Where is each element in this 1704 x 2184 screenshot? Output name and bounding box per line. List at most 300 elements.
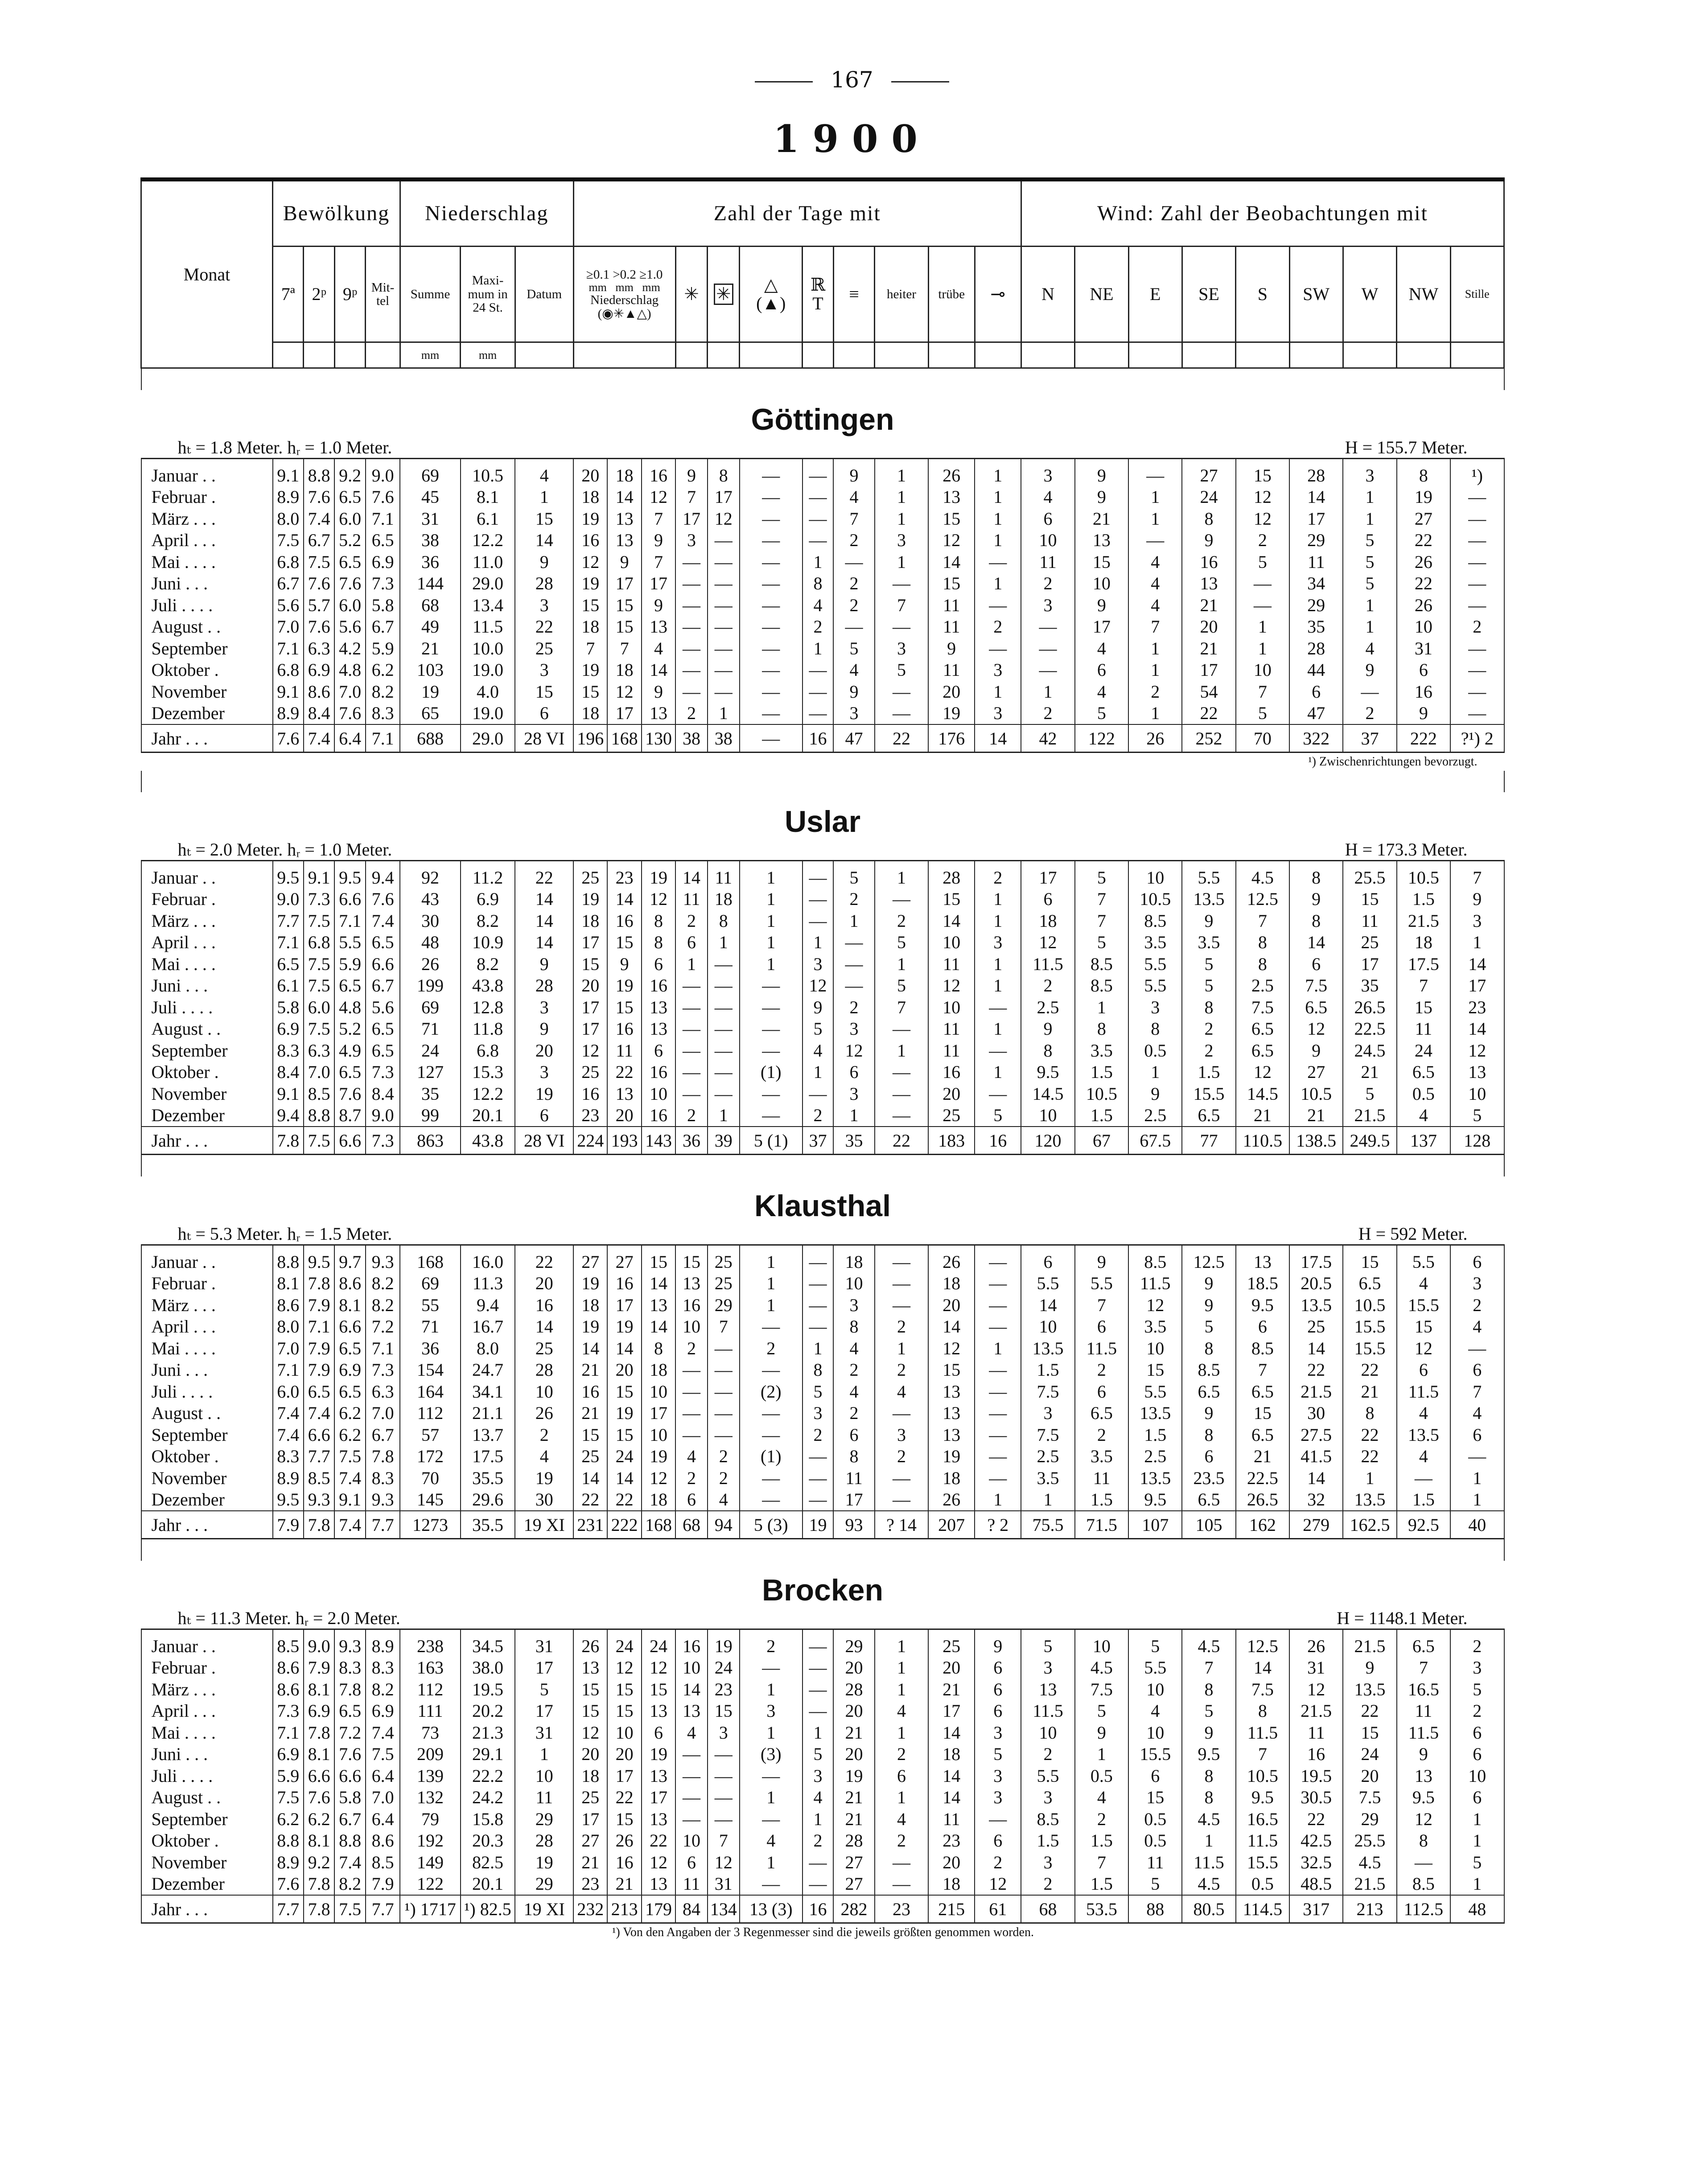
table-cell: 6.0 <box>304 996 334 1018</box>
table-cell: 6.5 <box>334 975 365 997</box>
table-cell: 30 <box>400 910 460 932</box>
table-cell: 14 <box>1289 1337 1343 1359</box>
table-cell: 6.7 <box>366 975 400 997</box>
month-cell: Juni . . . <box>141 1744 273 1765</box>
table-cell: 14 <box>607 1467 641 1489</box>
month-cell: November <box>141 681 273 703</box>
table-cell: 24 <box>607 1629 641 1657</box>
table-cell: 4.5 <box>1075 1657 1128 1679</box>
table-cell: 7.5 <box>1236 996 1289 1018</box>
table-cell: — <box>975 638 1021 659</box>
table-cell: — <box>1397 1851 1450 1873</box>
table-cell: 20 <box>928 1851 975 1873</box>
table-cell: 8 <box>1397 459 1450 486</box>
table-cell: — <box>875 1489 928 1511</box>
table-cell: 18 <box>573 616 607 638</box>
table-cell: 17.5 <box>1397 953 1450 975</box>
table-cell: 2 <box>1182 1040 1235 1061</box>
table-cell: 8.8 <box>304 459 334 486</box>
table-cell: 26 <box>515 1403 573 1424</box>
table-cell: 9 <box>1075 459 1128 486</box>
col-wind-sw: SW <box>1289 247 1343 342</box>
table-cell: — <box>875 1018 928 1040</box>
table-cell: 2 <box>708 1446 740 1468</box>
table-cell: 7.5 <box>334 1446 365 1468</box>
month-cell: Juli . . . . <box>141 1765 273 1787</box>
month-cell: April . . . <box>141 1316 273 1338</box>
table-cell: — <box>708 638 740 659</box>
jahr-cell: 193 <box>607 1127 641 1155</box>
table-row <box>141 1678 1504 1700</box>
table-cell: 19 <box>515 1851 573 1873</box>
table-cell: 1 <box>740 1273 803 1295</box>
table-cell: 70 <box>400 1467 460 1489</box>
table-cell: 8 <box>1182 996 1235 1018</box>
table-cell: 4 <box>1075 638 1128 659</box>
table-cell: 26 <box>607 1830 641 1852</box>
table-cell: 15 <box>573 594 607 616</box>
table-cell: 7.6 <box>366 888 400 910</box>
jahr-cell: 23 <box>875 1895 928 1923</box>
table-cell: 8.1 <box>461 486 515 508</box>
jahr-cell: 282 <box>833 1895 875 1923</box>
jahr-cell: 7.7 <box>366 1895 400 1923</box>
month-cell: November <box>141 1467 273 1489</box>
table-cell: 7.0 <box>273 1337 304 1359</box>
jahr-cell: 322 <box>1289 724 1343 753</box>
table-cell: 1 <box>1343 508 1396 530</box>
table-cell: 22 <box>1343 1700 1396 1722</box>
table-row <box>141 573 1504 595</box>
table-cell: 8.9 <box>273 1851 304 1873</box>
table-cell: 1 <box>740 888 803 910</box>
table-cell: 1 <box>740 1245 803 1273</box>
table-cell: 7.4 <box>304 1403 334 1424</box>
table-cell: 14 <box>928 1787 975 1809</box>
table-cell: 4.5 <box>1182 1629 1235 1657</box>
table-cell: 18 <box>928 1467 975 1489</box>
table-cell: 6 <box>675 932 708 954</box>
table-cell: 10 <box>515 1381 573 1403</box>
jahr-cell: 22 <box>875 724 928 753</box>
table-cell: 16 <box>573 530 607 551</box>
jahr-row <box>141 1895 1504 1923</box>
table-cell: 2 <box>740 1629 803 1657</box>
table-cell: 11 <box>928 594 975 616</box>
table-cell: 9 <box>1021 1018 1074 1040</box>
jahr-cell: 19 XI <box>515 1895 573 1923</box>
table-cell: — <box>708 975 740 997</box>
table-cell: 26 <box>928 459 975 486</box>
table-cell: 7 <box>1128 616 1182 638</box>
table-cell: 36 <box>400 551 460 573</box>
table-cell: 7 <box>833 508 875 530</box>
jahr-cell: 7.9 <box>273 1511 304 1539</box>
table-cell: 7.2 <box>334 1722 365 1744</box>
table-cell: 16 <box>642 1105 675 1127</box>
table-cell: 10 <box>1128 1678 1182 1700</box>
table-cell: 1 <box>875 1722 928 1744</box>
table-cell: 8 <box>1182 1678 1235 1700</box>
jahr-cell: ¹) 1717 <box>400 1895 460 1923</box>
table-cell: 1 <box>975 1337 1021 1359</box>
unit-maximum: mm <box>461 342 515 368</box>
table-cell: 6.5 <box>1289 996 1343 1018</box>
table-cell: 1 <box>803 1337 833 1359</box>
table-cell: 6.9 <box>273 1744 304 1765</box>
table-cell: 6.9 <box>273 1018 304 1040</box>
table-cell: 5.6 <box>366 996 400 1018</box>
table-cell: 9.5 <box>1182 1744 1235 1765</box>
table-cell: 29 <box>833 1629 875 1657</box>
table-cell: 21 <box>400 638 460 659</box>
table-cell: 15 <box>607 932 641 954</box>
table-cell: 1 <box>675 953 708 975</box>
table-cell: 12 <box>1236 508 1289 530</box>
table-cell: — <box>708 681 740 703</box>
month-cell: August . . <box>141 1018 273 1040</box>
table-cell: 7.8 <box>304 1722 334 1744</box>
table-cell: 3 <box>975 703 1021 725</box>
table-cell: 7.5 <box>1236 1678 1289 1700</box>
table-cell: 20.5 <box>1289 1273 1343 1295</box>
table-cell: 17 <box>607 573 641 595</box>
table-cell: 17 <box>1182 659 1235 681</box>
table-cell: 7.0 <box>334 681 365 703</box>
table-cell: 5.5 <box>1075 1273 1128 1295</box>
table-cell: 9 <box>1182 530 1235 551</box>
table-cell: 3 <box>1450 1657 1504 1679</box>
table-cell: 103 <box>400 659 460 681</box>
table-cell: 209 <box>400 1744 460 1765</box>
table-cell: 6 <box>1450 1787 1504 1809</box>
table-cell: — <box>740 703 803 725</box>
jahr-label: Jahr . . . <box>141 1895 273 1923</box>
table-cell: 25 <box>573 1787 607 1809</box>
table-cell: 17 <box>573 932 607 954</box>
table-row <box>141 1040 1504 1061</box>
table-cell: 9.5 <box>1236 1294 1289 1316</box>
table-cell: 6.5 <box>366 530 400 551</box>
table-cell: 1 <box>975 508 1021 530</box>
table-cell: 29 <box>1289 530 1343 551</box>
table-cell: 9 <box>833 459 875 486</box>
table-cell: — <box>740 1359 803 1381</box>
month-cell: Mai . . . . <box>141 1722 273 1744</box>
table-cell: 9 <box>607 551 641 573</box>
table-cell: 8.6 <box>273 1294 304 1316</box>
table-cell: 31 <box>1289 1657 1343 1679</box>
table-cell: 14 <box>928 910 975 932</box>
table-cell: 1 <box>975 910 1021 932</box>
table-cell: 8.6 <box>273 1678 304 1700</box>
jahr-cell: 14 <box>975 724 1021 753</box>
table-cell: — <box>675 594 708 616</box>
table-cell: 15.5 <box>1397 1294 1450 1316</box>
table-cell: — <box>803 910 833 932</box>
table-cell: 9.1 <box>304 861 334 888</box>
jahr-cell: 37 <box>1343 724 1396 753</box>
jahr-row <box>141 724 1504 753</box>
table-cell: — <box>975 1467 1021 1489</box>
table-cell: — <box>875 1273 928 1295</box>
table-cell: 8 <box>1289 910 1343 932</box>
table-cell: 28 <box>515 573 573 595</box>
table-cell: 8.3 <box>366 1657 400 1679</box>
table-cell: 7.8 <box>334 1678 365 1700</box>
jahr-cell: 232 <box>573 1895 607 1923</box>
table-cell: — <box>740 1040 803 1061</box>
table-cell: 38.0 <box>461 1657 515 1679</box>
table-cell: — <box>740 530 803 551</box>
table-cell: 24 <box>1343 1744 1396 1765</box>
table-cell: 8.0 <box>273 508 304 530</box>
table-cell: 5.8 <box>366 594 400 616</box>
table-cell: 2 <box>833 888 875 910</box>
table-cell: — <box>803 1657 833 1679</box>
table-cell: — <box>975 594 1021 616</box>
table-cell: 9.2 <box>304 1851 334 1873</box>
table-cell: 26 <box>1289 1629 1343 1657</box>
table-cell: 17 <box>833 1489 875 1511</box>
table-cell: 163 <box>400 1657 460 1679</box>
table-cell: 7 <box>1236 910 1289 932</box>
table-cell: 1 <box>975 1018 1021 1040</box>
table-cell: 7.9 <box>304 1337 334 1359</box>
table-cell: 11 <box>675 888 708 910</box>
table-cell: 3 <box>803 1765 833 1787</box>
table-cell: 13.5 <box>1343 1678 1396 1700</box>
table-cell: — <box>833 932 875 954</box>
table-cell: — <box>708 1744 740 1765</box>
table-cell: 1 <box>833 1105 875 1127</box>
table-cell: 12 <box>1450 1040 1504 1061</box>
table-cell: 9.3 <box>366 1245 400 1273</box>
jahr-cell: 67.5 <box>1128 1127 1182 1155</box>
table-cell: 154 <box>400 1359 460 1381</box>
table-cell: — <box>708 1040 740 1061</box>
table-cell: 15 <box>642 1245 675 1273</box>
jahr-cell: 7.7 <box>366 1511 400 1539</box>
col-ge10: ≥1.0 <box>639 267 663 282</box>
storm-icon: ⊸ <box>975 247 1021 342</box>
table-cell: — <box>975 1040 1021 1061</box>
jahr-cell: 61 <box>975 1895 1021 1923</box>
month-cell: April . . . <box>141 1700 273 1722</box>
table-cell: 6.5 <box>1236 1040 1289 1061</box>
table-cell: 57 <box>400 1424 460 1446</box>
table-cell: 12 <box>607 1657 641 1679</box>
table-cell: — <box>875 1083 928 1105</box>
table-cell: 22 <box>573 1489 607 1511</box>
table-cell: 20 <box>928 1294 975 1316</box>
jahr-cell: 1273 <box>400 1511 460 1539</box>
month-cell: März . . . <box>141 1678 273 1700</box>
table-cell: 4.5 <box>1182 1873 1235 1896</box>
jahr-row <box>141 1511 1504 1539</box>
jahr-cell: 317 <box>1289 1895 1343 1923</box>
table-cell: 1 <box>740 1851 803 1873</box>
table-cell: 1 <box>1021 1489 1074 1511</box>
table-cell: 1 <box>1182 1830 1235 1852</box>
table-cell: 7.5 <box>273 1787 304 1809</box>
table-cell: 168 <box>400 1245 460 1273</box>
table-cell: 13 <box>642 1018 675 1040</box>
jahr-cell: 5 (1) <box>740 1127 803 1155</box>
table-cell: 4 <box>1397 1273 1450 1295</box>
table-cell: 6.6 <box>334 1765 365 1787</box>
table-cell: 15 <box>515 508 573 530</box>
table-cell: 31 <box>1397 638 1450 659</box>
table-cell: 12.2 <box>461 1083 515 1105</box>
table-cell: 13 <box>642 1765 675 1787</box>
table-cell: 2 <box>1021 703 1074 725</box>
table-cell: 1 <box>1343 616 1396 638</box>
table-cell: 8.4 <box>273 1061 304 1083</box>
table-cell: 21 <box>1236 1446 1289 1468</box>
table-cell: 3 <box>1128 996 1182 1018</box>
table-cell: 6.3 <box>366 1381 400 1403</box>
table-cell: 12 <box>1289 1678 1343 1700</box>
table-cell: 5 <box>803 1744 833 1765</box>
jahr-cell: ?¹) 2 <box>1450 724 1504 753</box>
table-cell: 7 <box>1450 861 1504 888</box>
table-cell: 15 <box>573 1424 607 1446</box>
jahr-cell: 222 <box>1397 724 1450 753</box>
table-cell: 192 <box>400 1830 460 1852</box>
table-cell: 20 <box>833 1700 875 1722</box>
jahr-cell: 279 <box>1289 1511 1343 1539</box>
table-cell: 19 <box>573 1316 607 1338</box>
table-cell: 5 <box>875 659 928 681</box>
jahr-cell: 68 <box>1021 1895 1074 1923</box>
table-cell: 5 <box>1343 573 1396 595</box>
table-row <box>141 1381 1504 1403</box>
table-cell: — <box>803 508 833 530</box>
table-cell: 10 <box>515 1765 573 1787</box>
table-cell: 7.6 <box>304 616 334 638</box>
year-title: 1900 <box>773 117 931 161</box>
table-cell: 17 <box>573 996 607 1018</box>
table-cell: 1 <box>740 1722 803 1744</box>
table-cell: 10 <box>642 1424 675 1446</box>
table-cell: 132 <box>400 1787 460 1809</box>
table-cell: 6.6 <box>304 1424 334 1446</box>
page-number: 167 <box>0 67 1704 93</box>
table-cell: 7.6 <box>334 1744 365 1765</box>
jahr-cell: 213 <box>1343 1895 1396 1923</box>
table-cell: 3 <box>515 996 573 1018</box>
table-cell: — <box>740 975 803 997</box>
table-cell: — <box>1450 573 1504 595</box>
table-cell: 8.2 <box>366 1273 400 1295</box>
table-cell: — <box>803 1467 833 1489</box>
table-cell: 17 <box>708 486 740 508</box>
jahr-cell: 5 (3) <box>740 1511 803 1539</box>
table-cell: 9.5 <box>273 1489 304 1511</box>
table-cell: 8.0 <box>273 1316 304 1338</box>
table-cell: 13 <box>1236 1245 1289 1273</box>
table-cell: 5 <box>875 975 928 997</box>
table-cell: 2 <box>833 1359 875 1381</box>
table-cell: 7.4 <box>304 508 334 530</box>
table-cell: 1 <box>803 932 833 954</box>
table-cell: 7.6 <box>334 703 365 725</box>
table-cell: 6 <box>975 1657 1021 1679</box>
graupel-icon <box>708 247 740 342</box>
table-cell: — <box>708 1083 740 1105</box>
table-cell: 25 <box>708 1245 740 1273</box>
table-cell: 20 <box>607 1359 641 1381</box>
niederschlag-header: Niederschlag <box>400 180 573 247</box>
jahr-cell: 120 <box>1021 1127 1074 1155</box>
table-cell: 111 <box>400 1700 460 1722</box>
table-cell: 28 <box>515 1830 573 1852</box>
table-cell: 6.6 <box>366 953 400 975</box>
table-cell: 9 <box>1075 1722 1128 1744</box>
table-cell: 6 <box>1450 1722 1504 1744</box>
table-cell: 5 <box>1128 1873 1182 1896</box>
table-cell: 8.5 <box>1128 910 1182 932</box>
table-cell: 19.0 <box>461 703 515 725</box>
table-cell: 6.5 <box>1343 1273 1396 1295</box>
jahr-cell: 138.5 <box>1289 1127 1343 1155</box>
table-cell: 19.5 <box>461 1678 515 1700</box>
table-cell: 5.8 <box>334 1787 365 1809</box>
col-wind-s: S <box>1236 247 1289 342</box>
table-cell: 8.1 <box>304 1830 334 1852</box>
table-cell: 14 <box>642 1316 675 1338</box>
table-cell: 9.5 <box>304 1245 334 1273</box>
table-cell: — <box>803 1873 833 1896</box>
table-cell: 8 <box>803 1359 833 1381</box>
jahr-cell: 53.5 <box>1075 1895 1128 1923</box>
month-cell: November <box>141 1083 273 1105</box>
table-cell: 25 <box>708 1273 740 1295</box>
table-cell: 22 <box>1343 1359 1396 1381</box>
table-cell: 7.1 <box>273 638 304 659</box>
table-cell: — <box>1450 659 1504 681</box>
table-cell: 19 <box>400 681 460 703</box>
table-cell: 21.5 <box>1343 1629 1396 1657</box>
table-cell: 7.5 <box>304 953 334 975</box>
table-cell: 13 <box>1450 1061 1504 1083</box>
table-cell: 17 <box>1450 975 1504 997</box>
month-cell: Oktober . <box>141 1830 273 1852</box>
col-summe: Summe <box>400 247 460 342</box>
table-cell: 35 <box>1289 616 1343 638</box>
table-cell: 3.5 <box>1128 932 1182 954</box>
table-cell: 13 <box>607 508 641 530</box>
table-cell: 22 <box>1343 1446 1396 1468</box>
table-cell: 17 <box>642 573 675 595</box>
col-mm-3: mm <box>642 281 660 294</box>
table-cell: 7.4 <box>273 1403 304 1424</box>
table-cell: 24 <box>1397 1040 1450 1061</box>
table-cell: 6 <box>1397 659 1450 681</box>
month-cell: Dezember <box>141 1105 273 1127</box>
table-cell: 9 <box>1182 1403 1235 1424</box>
table-cell: 20 <box>928 1083 975 1105</box>
table-cell: 9.4 <box>461 1294 515 1316</box>
table-row <box>141 703 1504 725</box>
month-cell: Januar . . <box>141 459 273 486</box>
table-cell: 7 <box>1236 1359 1289 1381</box>
table-cell: 6.7 <box>366 616 400 638</box>
month-cell: Juli . . . . <box>141 1381 273 1403</box>
table-cell: 8.3 <box>334 1657 365 1679</box>
table-cell: 8.1 <box>334 1294 365 1316</box>
